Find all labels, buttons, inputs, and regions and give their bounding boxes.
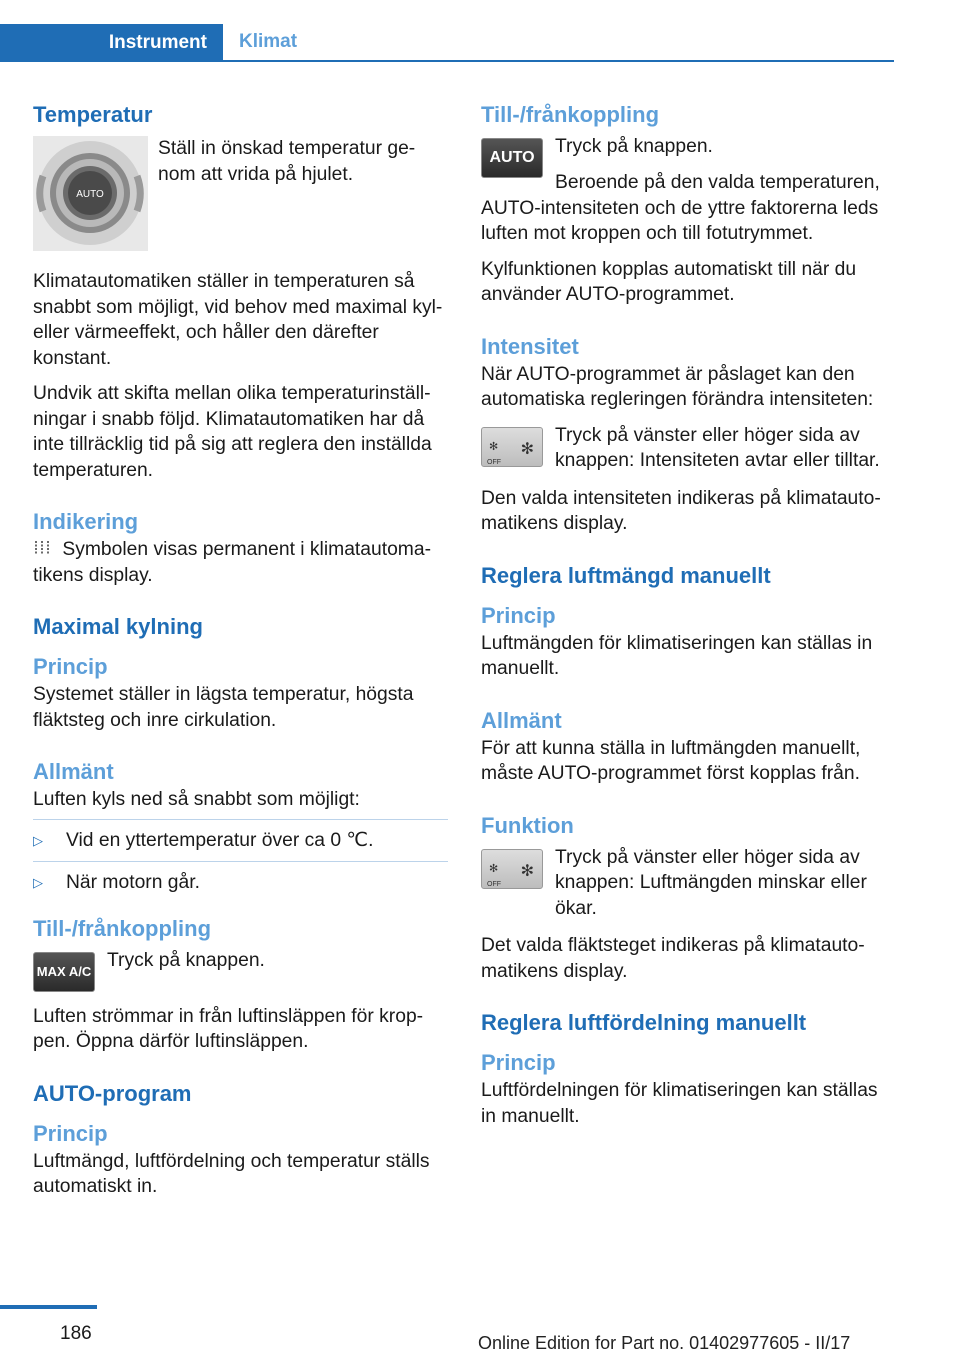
heading-princip: Princip xyxy=(481,602,556,628)
paragraph: Luften strömmar in från luftinsläppen för krop‐pen. Öppna därför luftinsläppen. xyxy=(33,1005,424,1052)
footer-accent-bar xyxy=(0,1305,97,1309)
paragraph: Beroende på den valda temperaturen, AUTO-intensiteten och de yttre faktorerna leds luften mot kroppen och till fotutrymmet. xyxy=(481,172,880,244)
maxac-block xyxy=(33,948,448,992)
paragraph: Det valda fläktsteget indikeras på klimatauto‐matikens display. xyxy=(481,935,865,982)
divider xyxy=(33,819,448,820)
tab-instrument[interactable]: Instrument xyxy=(0,24,223,62)
paragraph: När AUTO-programmet är påslaget kan den automatiska regleringen förändra intensiteten: xyxy=(481,363,874,410)
heading-till-frankoppling: Till-/frånkoppling xyxy=(481,102,660,127)
left-column xyxy=(33,100,448,1210)
heading-auto-program: AUTO-program xyxy=(33,1080,192,1106)
fan-small-icon: ✻ xyxy=(489,440,499,453)
temperatur-text: Ställ in önskad temperatur ge‐nom att vrida på hjulet. xyxy=(158,138,416,185)
heading-intensitet: Intensitet xyxy=(481,333,579,359)
auto-button-image: AUTO xyxy=(481,138,543,178)
paragraph: Systemet ställer in lägsta temperatur, högsta fläktsteg och inre cirkulation. xyxy=(33,684,414,731)
paragraph: För att kunna ställa in luftmängden manuellt, måste AUTO-programmet först kopplas från. xyxy=(481,737,861,784)
indikering-paragraph xyxy=(33,537,448,588)
paragraph: Luften kyls ned så snabbt som möjligt: xyxy=(33,789,360,810)
bullet-triangle-icon: ▷ xyxy=(33,832,43,848)
till-text: Tryck på knappen. xyxy=(107,949,265,971)
heading-temperatur: Temperatur xyxy=(33,102,153,127)
heading-allmant: Allmänt xyxy=(33,759,114,784)
fan-off-label: OFF xyxy=(487,458,501,466)
fan-button-image xyxy=(481,849,543,889)
indikering-text: Symbolen visas permanent i klimatautoma‐tikens display. xyxy=(33,539,432,586)
heading-reglera-luftfordelning: Reglera luftfördelning manuellt xyxy=(481,1010,807,1035)
paragraph: Undvik att skifta mellan olika temperaturinställ‐ningar i snabb följd. Klimatautomatiken har då inte tillräcklig tid på sig att reglera den inställda temperaturen. xyxy=(33,383,432,481)
fan-button-image xyxy=(481,427,543,467)
heading-allmant: Allmänt xyxy=(481,707,562,733)
heading-reglera-luftmangd: Reglera luftmängd manuellt xyxy=(481,562,771,588)
list-item: ▷ Vid en yttertemperatur över ca 0 ℃. xyxy=(33,828,448,854)
till-text: Tryck på knappen. xyxy=(555,136,713,157)
heading-princip: Princip xyxy=(33,1120,108,1146)
intensitet-button-text: Tryck på vänster eller höger sida av knappen: Intensiteten avtar eller tilltar. xyxy=(555,424,880,471)
temperatur-block xyxy=(33,130,448,251)
fan-large-icon: ✻ xyxy=(520,440,534,458)
intensitet-block xyxy=(481,423,896,474)
knob-icon xyxy=(33,136,148,251)
page-number: 186 xyxy=(60,1323,92,1344)
list-item: ▷ När motorn går. xyxy=(33,870,448,896)
max-ac-button-image: MAX A/C xyxy=(33,952,95,992)
fan-off-label: OFF xyxy=(487,880,501,888)
heading-till-frankoppling: Till-/frånkoppling xyxy=(33,915,212,941)
heading-indikering: Indikering xyxy=(33,509,139,534)
chapter-tab-bar xyxy=(0,24,894,62)
heading-funktion: Funktion xyxy=(481,812,574,838)
funktion-text: Tryck på vänster eller höger sida av knappen: Luftmängden minskar eller ökar. xyxy=(555,846,867,919)
tab-klimat[interactable]: Klimat xyxy=(239,31,298,52)
bullet-triangle-icon: ▷ xyxy=(33,875,43,890)
heading-princip: Princip xyxy=(481,1050,556,1075)
paragraph: Luftmängd, luftfördelning och temperatur ställs automatiskt in. xyxy=(33,1150,430,1197)
paragraph: Luftfördelningen för klimatiseringen kan ställas in manuellt. xyxy=(481,1080,878,1127)
paragraph: Den valda intensiteten indikeras på klimatauto‐matikens display. xyxy=(481,487,881,534)
funktion-block xyxy=(481,845,896,922)
knob-auto-label: AUTO xyxy=(76,189,104,200)
divider xyxy=(33,861,448,862)
paragraph: Kylfunktionen kopplas automatiskt till när du använder AUTO-programmet. xyxy=(481,258,857,305)
cooling-symbol-icon xyxy=(33,539,62,560)
fan-large-icon: ✻ xyxy=(520,862,534,880)
heading-princip: Princip xyxy=(33,654,108,679)
bullet-list xyxy=(33,819,448,896)
tab-underline xyxy=(0,60,894,62)
right-column xyxy=(481,100,896,1139)
page-footer xyxy=(0,1305,960,1362)
temperature-knob-image xyxy=(33,136,148,251)
heading-maximal-kylning: Maximal kylning xyxy=(33,614,203,639)
edition-note: Online Edition for Part no. 01402977605 - II/17 xyxy=(478,1333,851,1353)
fan-small-icon: ✻ xyxy=(489,862,499,875)
paragraph: Luftmängden för klimatiseringen kan ställas in manuellt. xyxy=(481,632,873,679)
paragraph: Klimatautomatiken ställer in temperaturen så snabbt som möjligt, vid behov med maximal kyl- eller värmeeffekt, och håller den därefter konstant. xyxy=(33,271,443,369)
